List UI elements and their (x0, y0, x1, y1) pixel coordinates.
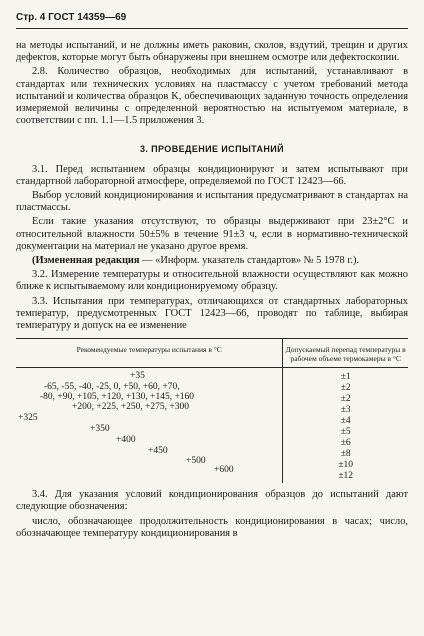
tolerance-row: ±12 (338, 471, 354, 482)
temp-row: +450 (148, 446, 168, 457)
paragraph-3-4: 3.4. Для указания условий кондиционирования образцов до испытаний дают следующие обозначения: (16, 489, 408, 513)
edition-note-prefix: (Измененная редакция (32, 255, 140, 267)
paragraph-3-2: 3.2. Измерение температуры и относительной влажности осуществляют как можно ближе к испытываемому или кондиционируемому образцу. (16, 269, 408, 293)
edition-note-rest: — «Информ. указатель стандартов» № 5 1978 г.). (139, 255, 360, 267)
temp-row: -65, -55, -40, -25, 0, +50, +60, +70, (44, 382, 180, 393)
paragraph-continuation: на методы испытаний, и не должны иметь раковин, сколов, вздутий, трещин и других дефектов, которые могут быть обнаружены при внешнем осмотре или дефектоскопии. (16, 40, 408, 64)
tolerance-row: ±3 (340, 405, 351, 416)
tolerance-row: ±10 (338, 460, 354, 471)
paragraph-3-3: 3.3. Испытания при температурах, отличающихся от стандартных лабораторных температур, предусмотренных ГОСТ 12423—66, проводят по таблице, выбирая температуру и допуск на ее изменение (16, 295, 408, 332)
temp-row: +500 (186, 456, 206, 467)
paragraph-2-8: 2.8. Количество образцов, необходимых для испытаний, устанавливают в стандартах или технических условиях на пластмассу с учетом требований метода испытаний и количества образцов K, обеспечивающих заданную точность определения измеряемой величины с определенной вероятностью на испытуемом материале, в соответствии с пп. 1.1—1.5 приложения 3. (16, 66, 408, 127)
temp-row: -80, +90, +105, +120, +130, +145, +160 (40, 392, 195, 403)
temp-row: +350 (90, 424, 110, 435)
tolerance-row: ±1 (340, 372, 351, 383)
temperature-table (16, 338, 408, 483)
paragraph-3-1: 3.1. Перед испытанием образцы кондиционируют и затем испытывают при стандартной лабораторной атмосфере, определяемой по ГОСТ 12423—66. (16, 163, 408, 187)
temp-row: +200, +225, +250, +275, +300 (72, 402, 190, 413)
tolerance-row: ±4 (340, 416, 351, 427)
paragraph-default-conditioning: Если такие указания отсутствуют, то образцы выдерживают при 23±2°С и относительной влажности 50±5% в течение 91±3 ч, если в нормативно-технической документации на материал не указано другое время. (16, 216, 408, 252)
tolerance-row: ±6 (340, 438, 351, 449)
paragraph-conditioning-choice: Выбор условий кондиционирования и испытания предусматривают в стандартах на пластмассы. (16, 190, 408, 214)
temp-row: +600 (214, 465, 234, 476)
tolerance-cell (283, 368, 408, 484)
temp-row: +400 (116, 435, 136, 446)
temp-row: +325 (18, 413, 38, 424)
section-title: 3. ПРОВЕДЕНИЕ ИСПЫТАНИЙ (139, 144, 285, 155)
tolerance-row: ±2 (340, 383, 351, 394)
page-header: Стр. 4 ГОСТ 14359—69 (16, 12, 127, 23)
table-header-temperatures: Рекомендуемые температуры испытания в °С (16, 339, 283, 368)
header-rule (16, 28, 408, 29)
temp-row: +35 (130, 371, 145, 382)
tolerance-row: ±2 (340, 394, 351, 405)
table-header-tolerance: Допускаемый перепад температуры в рабочем объеме термокамеры в °С (285, 345, 406, 364)
tolerance-row: ±5 (340, 427, 351, 438)
edition-note (16, 255, 408, 267)
paragraph-conditioning-notation: число, обозначающее продолжительность кондиционирования в часах; число, обозначающее температуру кондиционирования в (16, 515, 408, 539)
tolerance-row: ±8 (340, 449, 351, 460)
document-body (16, 40, 408, 542)
temperature-cell (16, 368, 283, 484)
